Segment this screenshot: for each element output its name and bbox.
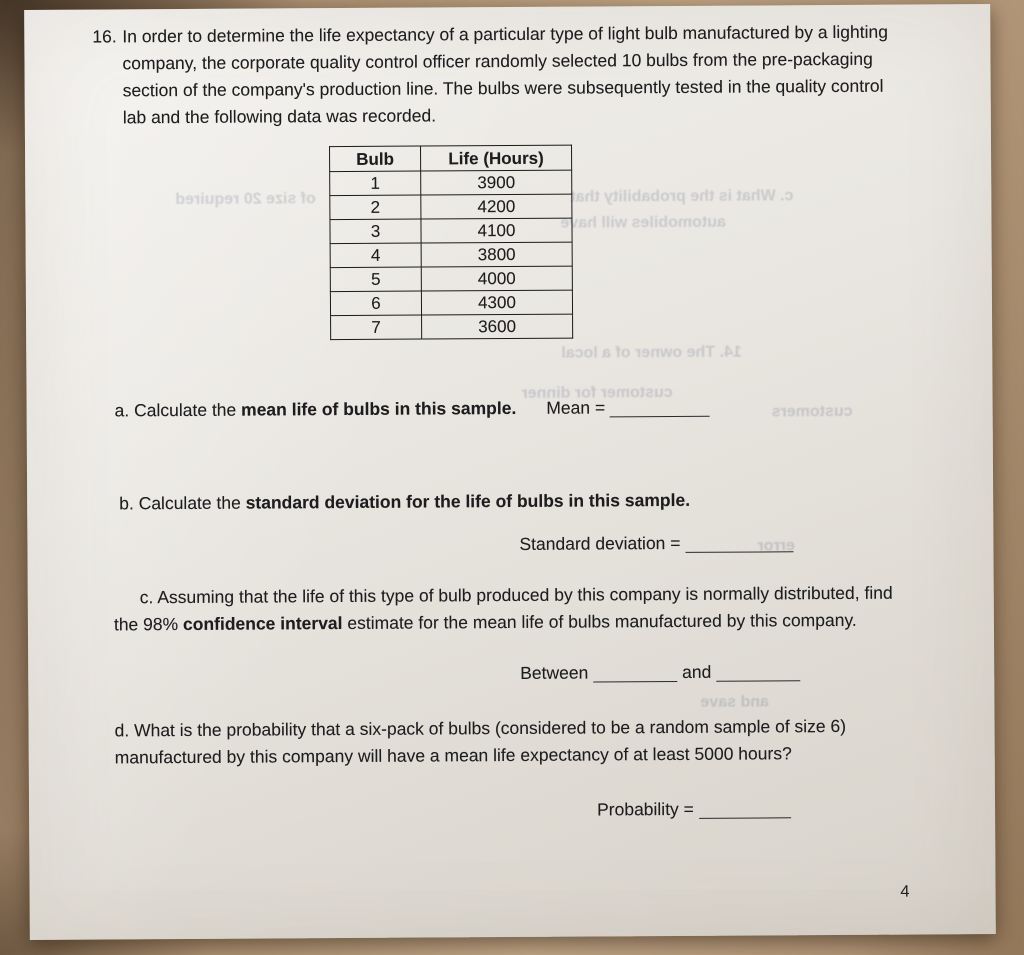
part-a-label: a. [114, 400, 130, 421]
standard-deviation-answer-blank [685, 535, 793, 553]
table-cell-life: 3600 [422, 314, 573, 339]
bleedthrough-text: automobiles will have [560, 213, 726, 232]
table-cell-bulb: 5 [330, 267, 421, 292]
probability-answer-line [97, 795, 915, 827]
interval-upper-blank [716, 664, 800, 682]
part-c [96, 580, 914, 639]
bleedthrough-text: customer for dinner [521, 384, 673, 402]
question-intro: In order to determine the life expectancy of a particular type of light bulb manufactured by a lighting company, the corporate quality control officer randomly selected 10 bulbs from the pre-packaging section of the company's production line. The bulbs were subsequently tested in the quality control lab and the following data was recorded. [122, 21, 888, 128]
part-c-label: c. [139, 587, 154, 608]
table-row [330, 218, 572, 243]
and-label: and [682, 661, 712, 682]
mean-answer-blank [610, 400, 710, 418]
table-header-bulb: Bulb [330, 146, 421, 172]
bleedthrough-text: of size 20 required [175, 190, 316, 209]
table-row [330, 170, 572, 195]
table-cell-life: 4200 [421, 194, 572, 219]
table-cell-bulb: 6 [330, 291, 421, 316]
bleedthrough-text: 14. The owner of a local [561, 343, 742, 362]
table-cell-life: 4100 [421, 218, 572, 243]
interval-lower-blank [593, 665, 677, 683]
table-row [330, 242, 572, 267]
table-row [330, 194, 572, 219]
part-a-text: Calculate the [129, 399, 242, 421]
worksheet-content [24, 4, 995, 827]
confidence-interval-answer-line [96, 658, 914, 690]
part-d-text: What is the probability that a six-pack of bulbs (considered to be a random sample of size 6) manufactured by this company will have a mean life expectancy of at least 5000 hours? [114, 715, 847, 768]
part-b-text-bold: standard deviation for the life of bulbs in this sample. [245, 489, 691, 513]
bleedthrough-text: c. What is the probability that [570, 187, 794, 206]
table-cell-life: 4000 [421, 266, 572, 291]
part-b-text: Calculate the [133, 492, 246, 514]
table-cell-life: 3900 [421, 170, 572, 195]
part-d-label: d. [114, 720, 130, 741]
table-row [330, 290, 572, 315]
between-label: Between [520, 662, 589, 683]
table-cell-bulb: 7 [331, 315, 422, 340]
part-d [96, 713, 914, 772]
table-header-row [330, 145, 572, 171]
table-cell-life: 4300 [421, 290, 572, 315]
part-b [95, 486, 913, 518]
part-b-label: b. [119, 493, 134, 514]
table-header-life: Life (Hours) [421, 145, 572, 171]
part-c-text-bold: confidence interval [182, 613, 343, 635]
table-cell-bulb: 4 [330, 243, 421, 268]
bleedthrough-text: customers [771, 402, 853, 421]
table-cell-life: 3800 [421, 242, 572, 267]
table-row [331, 314, 573, 339]
bulb-life-table [329, 145, 573, 340]
part-a-text-bold: mean life of bulbs in this sample. [241, 397, 517, 420]
probability-answer-label: Probability = [597, 798, 694, 820]
part-c-text-post: estimate for the mean life of bulbs manufactured by this company. [342, 609, 857, 634]
question-number: 16. [92, 26, 117, 47]
standard-deviation-answer-label: Standard deviation = [519, 532, 681, 554]
paper-sheet [24, 4, 996, 940]
page-number: 4 [900, 882, 910, 901]
probability-answer-blank [699, 801, 791, 819]
part-c-text: Assuming that the life of this type of bulb produced by this company is normally distributed, find the 98% [113, 582, 893, 635]
table-cell-bulb: 3 [330, 219, 421, 244]
table-cell-bulb: 2 [330, 195, 421, 220]
mean-answer-label: Mean = [546, 397, 606, 418]
table-row [330, 266, 572, 291]
question-16 [92, 19, 911, 132]
part-a [95, 393, 913, 425]
standard-deviation-answer-line [95, 529, 913, 561]
bleedthrough-text: error [757, 537, 795, 555]
bleedthrough-text: and save [700, 693, 769, 711]
table-cell-bulb: 1 [330, 171, 421, 196]
